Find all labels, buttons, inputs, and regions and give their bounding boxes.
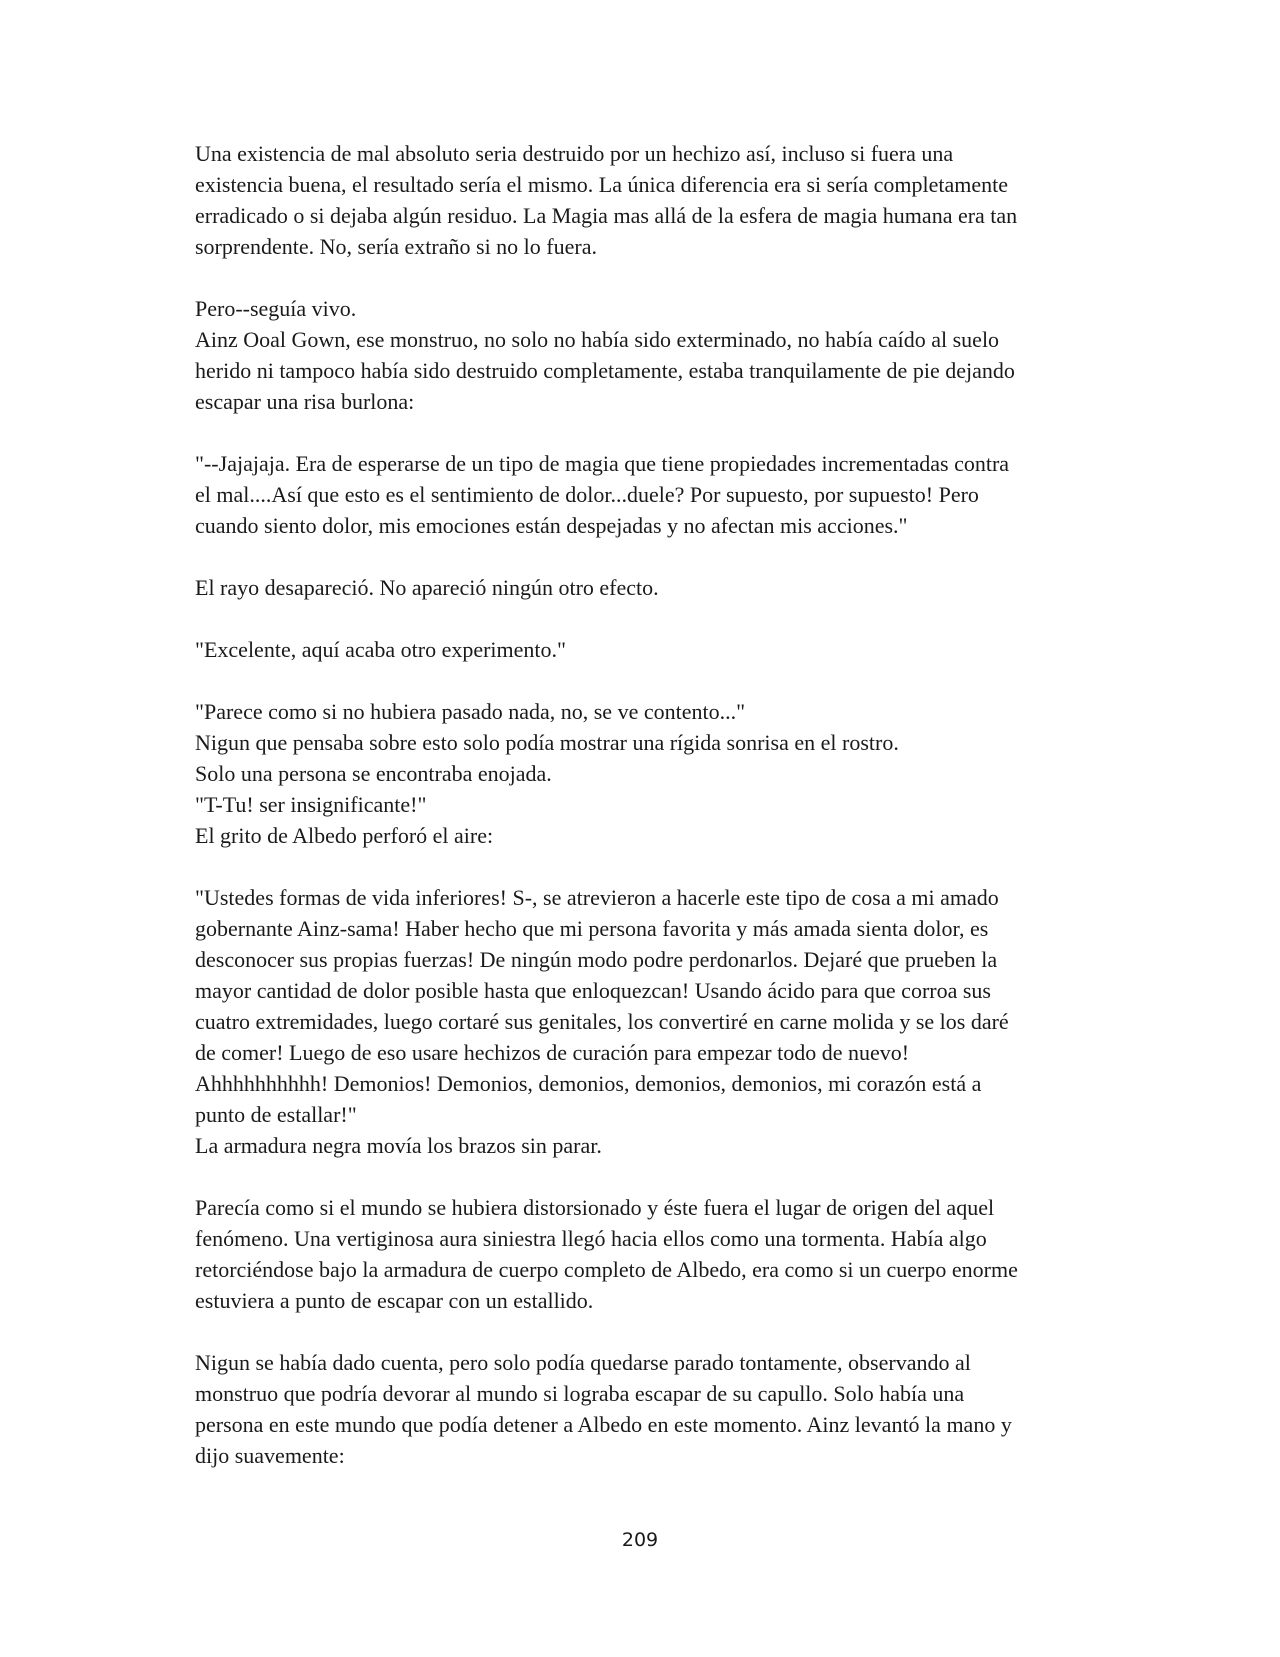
page-body [195, 138, 1095, 1471]
paragraph: "--Jajajaja. Era de esperarse de un tipo de magia que tiene propiedades incrementadas contra el mal....Así que esto es el sentimiento de dolor...duele? Por supuesto, por supuesto! Pero cuando siento dolor, mis emociones están despejadas y no afectan mis acciones." [195, 451, 1010, 538]
paragraph: "Ustedes formas de vida inferiores! S-, se atrevieron a hacerle este tipo de cosa a mi amado gobernante Ainz-sama! Haber hecho que mi persona favorita y más amada sienta dolor, es desconocer sus propias fuerzas! De ningún modo podre perdonarlos. Dejaré que prueben la mayor cantidad de dolor posible hasta que enloquezcan! Usando ácido para que corroa sus cuatro extremidades, luego cortaré sus genitales, los convertiré en carne molida y se los daré de comer! Luego de eso usare hechizos de curación para empezar todo de nuevo! Ahhhhhhhhhh! Demonios! Demonios, demonios, demonios, demonios, mi corazón está a punto de estallar!" La armadura negra movía los brazos sin parar. [195, 885, 1009, 1158]
paragraph-gap [195, 851, 1095, 882]
paragraph: Nigun se había dado cuenta, pero solo podía quedarse parado tontamente, observando al monstruo que podría devorar al mundo si lograba escapar de su capullo. Solo había una persona en este mundo que podía detener a Albedo en este momento. Ainz levantó la mano y dijo suavemente: [195, 1350, 1012, 1468]
paragraph: "Excelente, aquí acaba otro experimento." [195, 637, 567, 662]
page-number: 209 [621, 1529, 659, 1551]
paragraph-gap [195, 541, 1095, 572]
paragraph-gap [195, 1161, 1095, 1192]
paragraph-gap [195, 417, 1095, 448]
paragraph: "Parece como si no hubiera pasado nada, no, se ve contento..." Nigun que pensaba sobre esto solo podía mostrar una rígida sonrisa en el rostro. Solo una persona se encontraba enojada. "T-Tu! ser insignificante!" El grito de Albedo perforó el aire: [195, 699, 899, 848]
paragraph-gap [195, 262, 1095, 293]
paragraph: Parecía como si el mundo se hubiera distorsionado y éste fuera el lugar de origen del aquel fenómeno. Una vertiginosa aura siniestra llegó hacia ellos como una tormenta. Había algo retorciéndose bajo la armadura de cuerpo completo de Albedo, era como si un cuerpo enorme estuviera a punto de escapar con un estallido. [195, 1195, 1018, 1313]
paragraph: El rayo desapareció. No apareció ningún otro efecto. [195, 575, 659, 600]
paragraph-gap [195, 1316, 1095, 1347]
paragraph: Una existencia de mal absoluto seria destruido por un hechizo así, incluso si fuera una existencia buena, el resultado sería el mismo. La única diferencia era si sería completamente erradicado o si dejaba algún residuo. La Magia mas allá de la esfera de magia humana era tan sorprendente. No, sería extraño si no lo fuera. [195, 141, 1018, 259]
paragraph-gap [195, 603, 1095, 634]
paragraph: Pero--seguía vivo. Ainz Ooal Gown, ese monstruo, no solo no había sido exterminado, no había caído al suelo herido ni tampoco había sido destruido completamente, estaba tranquilamente de pie dejando escapar una risa burlona: [195, 296, 1015, 414]
paragraph-gap [195, 665, 1095, 696]
